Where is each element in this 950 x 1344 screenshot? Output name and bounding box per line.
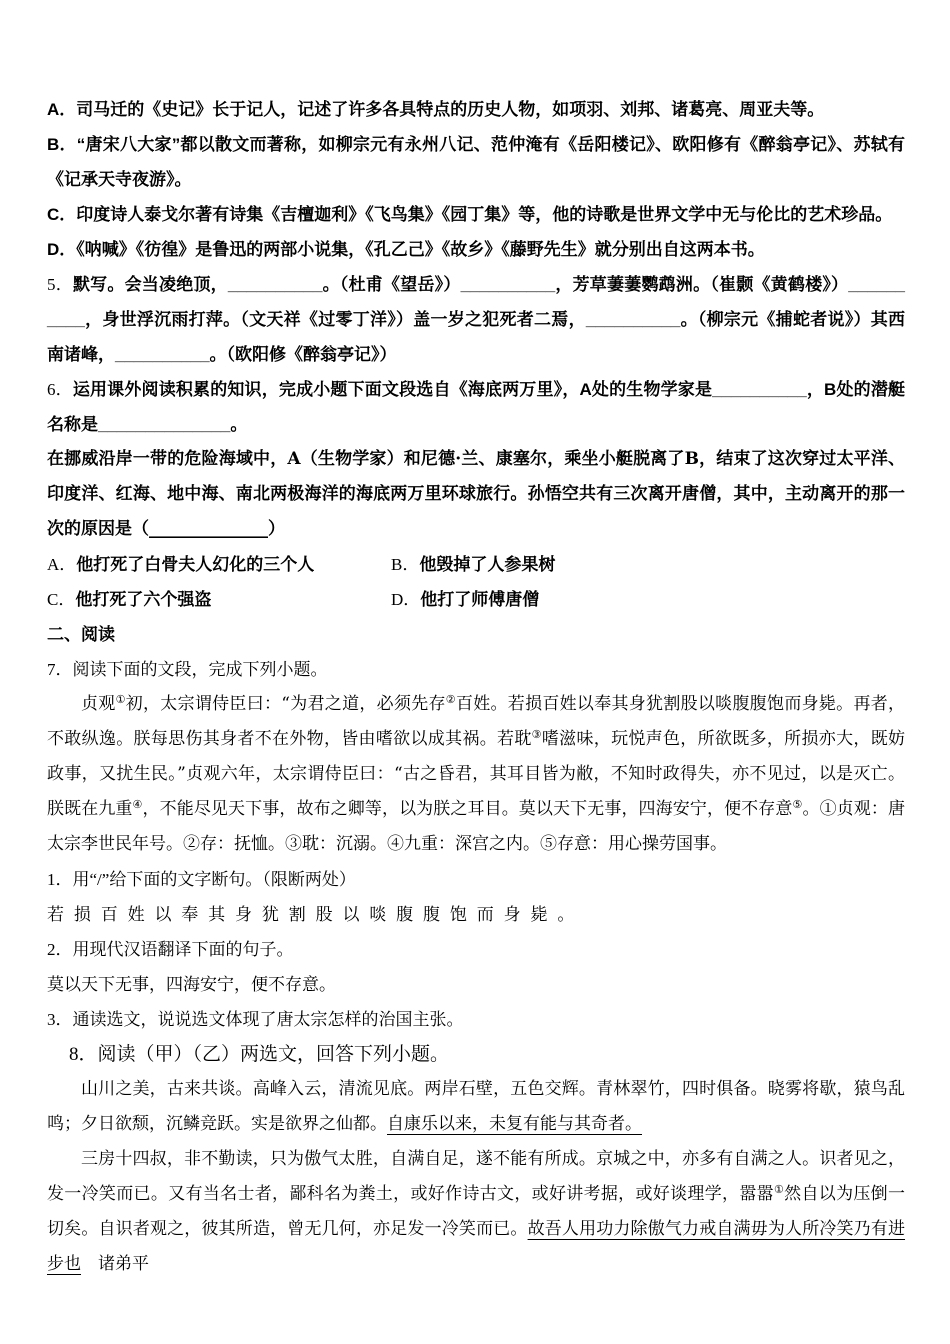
option-text: 司马迁的《史记》长于记人，记述了许多各具特点的历史人物，如项羽、刘邦、诸葛亮、周亚夫等。	[76, 100, 825, 119]
section-title-reading: 二、阅读	[47, 625, 115, 644]
q8-intro: 8．阅读（甲）（乙）两选文，回答下列小题。	[69, 1044, 450, 1065]
text-segment: ，不能尽见天下事，故布之卿等，以为朕之耳目。莫以天下无事，四海安宁，便不存意	[142, 799, 793, 819]
text-segment: 然自以为压倒一切矣。自识者观之，彼其所造，曾无几何，亦足发一冷笑而已。	[47, 1184, 905, 1239]
option-label: A．	[47, 555, 77, 574]
text-segment: 百姓。若损百姓以奉其身犹割股以啖腹腹饱而身毙。再者，不敢纵逸。朕每思伤其身者不在外物，皆由嗜欲以成其祸。若耽	[47, 694, 906, 749]
q8-passage-jia	[47, 1072, 905, 1142]
q7-sub3: 3．通读选文，说说选文体现了唐太宗怎样的治国主张。	[47, 1010, 464, 1029]
underlined-text: 自康乐以来，未复有能与其奇者。	[387, 1114, 642, 1134]
option-text: “唐宋八大家”都以散文而著称，如柳宗元有永州八记、范仲淹有《岳阳楼记》、欧阳修有《醉翁亭记》、苏轼有《记承天寺夜游》。	[47, 135, 905, 189]
q5-dictation	[47, 267, 905, 372]
option-text: 他打死了六个强盗	[75, 590, 212, 609]
option-text: 他打死了白骨夫人幻化的三个人	[76, 555, 315, 574]
q6-option-b	[391, 547, 905, 582]
text-segment: 嗜滋味，玩悦声色，所欲既多，所损亦大，既妨政事，又扰生民。”贞观六年，太宗谓侍臣曰：“古之昏君，其耳目皆为敝，不知时政得失，亦不见过，以是灭亡。朕既在九重	[47, 729, 906, 819]
q6-option-c	[47, 582, 391, 617]
q7-sub1: 1．用“/”给下面的文字断句。（限断两处）	[47, 870, 356, 889]
text-segment: 。①贞观：唐太宗李世民年号。②存：抚恤。③耽：沉溺。④九重：深宫之内。⑤存意：用心操劳国事。	[47, 799, 905, 854]
option-label: C．	[47, 205, 77, 224]
text-segment: 诸弟平	[81, 1254, 149, 1274]
q4-option-d	[47, 232, 905, 267]
q8-passage-yi	[47, 1142, 905, 1282]
superscript-note-marker: ③	[531, 728, 542, 741]
q6-option-d	[391, 582, 905, 617]
option-label: A．	[47, 100, 77, 119]
underlined-text: 故吾人用功力除傲气力戒自满毋为人所冷笑乃有进步也	[47, 1219, 906, 1274]
option-label: B．	[391, 555, 420, 574]
q6-stem	[47, 372, 905, 442]
superscript-note-marker: ④	[132, 798, 143, 811]
option-label: D．	[47, 240, 77, 259]
q6-passage: 在挪威沿岸一带的危险海域中，A（生物学家）和尼德·兰、康塞尔，乘坐小艇脱离了B，结束了这次穿过太平洋、印度洋、红海、地中海、南北两极海洋的海底两万里环球旅行。孙悟空共有三次离开唐僧，其中，主动离开的那一次的原因是（__​__​__​__​__​__​__）	[47, 449, 905, 539]
superscript-note-marker: ②	[445, 693, 456, 706]
option-label: B．	[47, 135, 77, 154]
option-label: C．	[47, 590, 76, 609]
option-text: 印度诗人泰戈尔著有诗集《吉檀迦利》《飞鸟集》《园丁集》等，他的诗歌是世界文学中无与伦比的艺术珍品。	[76, 205, 893, 224]
q6-option-a	[47, 547, 391, 582]
question-text: 默写。会当凌绝顶，__​__​__​__​__。（杜甫《望岳》）__​__​__​__​__，芳草萋萋鹦鹉洲。（崔颢《黄鹤楼》）__​__​__​__​__，身世浮沉雨打萍。（文天祥《过零丁洋》）盖一岁之犯死者二焉，__​__​__​__​__。（柳宗元《捕蛇者说》）其西南诸峰，__​__​__​__​__。（欧阳修《醉翁亭记》）	[47, 275, 905, 364]
superscript-note-marker: ①	[115, 693, 126, 706]
option-text: 《呐喊》《彷徨》是鲁迅的两部小说集，《孔乙己》《故乡》《藤野先生》就分别出自这两本书。	[76, 240, 765, 259]
superscript-note-marker: ⑤	[792, 798, 803, 811]
text-segment: 贞观	[81, 694, 116, 714]
q6-options-row-2	[47, 582, 905, 617]
q7-sentence-to-translate: 莫以天下无事，四海安宁，便不存意。	[47, 975, 336, 994]
q6-options-row-1	[47, 547, 905, 582]
question-number: 6．	[47, 380, 73, 399]
q7-classical-passage	[47, 687, 905, 862]
question-number: 5．	[47, 275, 73, 294]
q7-sentence-to-punctuate: 若损百姓以奉其身犹割股以啖腹腹饱而身毙。	[47, 905, 585, 924]
text-segment: 初，太宗谓侍臣曰：“为君之道，必须先存	[125, 694, 446, 714]
q7-sub2: 2．用现代汉语翻译下面的句子。	[47, 940, 294, 959]
q4-option-a	[47, 92, 905, 127]
option-text: 他打了师傅唐僧	[420, 590, 540, 609]
superscript-note-marker: ①	[773, 1183, 785, 1196]
option-label: D．	[391, 590, 421, 609]
text-segment: 山川之美，古来共谈。高峰入云，清流见底。两岸石壁，五色交辉。青林翠竹，四时俱备。晓雾将歇，猿鸟乱鸣；夕日欲颓，沉鳞竞跃。实是欲界之仙都。	[47, 1079, 905, 1134]
text-segment: 三房十四叔，非不勤读，只为傲气太胜，自满自足，遂不能有所成。京城之中，亦多有自满之人。识者见之，发一冷笑而已。又有当名士者，鄙科名为粪土，或好作诗古文，或好讲考据，或好谈理学，嚣嚣	[47, 1149, 905, 1204]
option-text: 他毁掉了人参果树	[419, 555, 556, 574]
q7-intro: 7．阅读下面的文段，完成下列小题。	[47, 660, 328, 679]
q4-option-c	[47, 197, 905, 232]
q4-option-b	[47, 127, 905, 197]
question-text: 运用课外阅读积累的知识，完成小题下面文段选自《海底两万里》，A处的生物学家是__​__​__​__​__，B处的潜艇名称是__​__​__​__​__​__​__。	[47, 380, 905, 434]
